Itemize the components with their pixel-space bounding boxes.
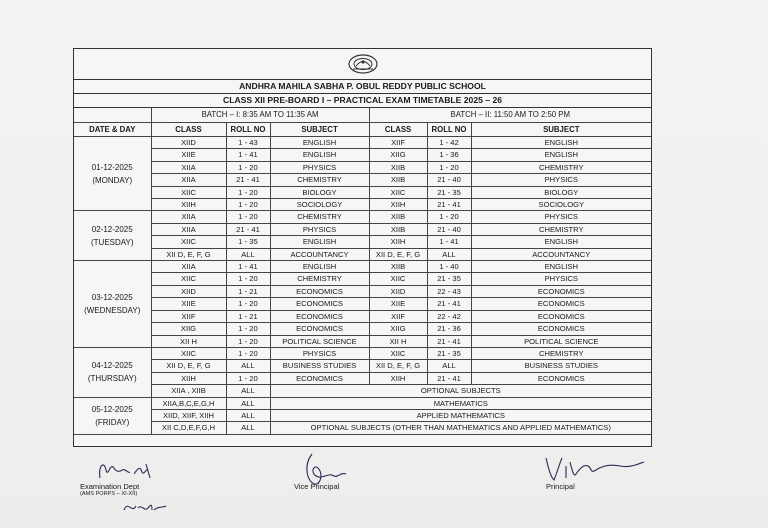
batch1-roll-cell: ALL xyxy=(226,409,270,421)
batch1-roll-cell: 21 - 41 xyxy=(226,223,270,235)
header-subject: SUBJECT xyxy=(270,123,369,137)
batch1-class-cell: XIIC xyxy=(151,236,226,248)
timetable xyxy=(74,108,651,435)
day-text: (MONDAY) xyxy=(92,175,133,185)
batch2-subject-cell: CHEMISTRY xyxy=(471,347,651,359)
batch1-class-cell: XIIA xyxy=(151,174,226,186)
batch1-subject-cell: ENGLISH xyxy=(270,149,369,161)
batch1-roll-cell: 1 - 20 xyxy=(226,372,270,384)
batch1-class-cell: XIIC xyxy=(151,347,226,359)
batch1-subject-cell: ECONOMICS xyxy=(270,298,369,310)
batch1-subject-cell: ECONOMICS xyxy=(270,323,369,335)
school-name: ANDHRA MAHILA SABHA P. OBUL REDDY PUBLIC SCHOOL xyxy=(74,80,651,94)
table-row xyxy=(74,261,651,273)
batch2-roll-cell: 22 - 43 xyxy=(427,285,471,297)
exam-dept-label: Examination Dept xyxy=(80,482,140,491)
batch1-class-cell: XIIE xyxy=(151,149,226,161)
batch1-class-cell: XIIF xyxy=(151,310,226,322)
batch2-class-cell: XIIF xyxy=(369,310,427,322)
principal-signature-block xyxy=(540,452,650,492)
batch2-roll-cell: 1 - 40 xyxy=(427,261,471,273)
date-day-cell xyxy=(74,261,151,348)
batch2-roll-cell: ALL xyxy=(427,360,471,372)
batch1-subject-cell: PHYSICS xyxy=(270,347,369,359)
batch2-subject-cell: CHEMISTRY xyxy=(471,223,651,235)
header-class: CLASS xyxy=(369,123,427,137)
batch2-roll-cell: 22 - 42 xyxy=(427,310,471,322)
batch2-roll-cell: ALL xyxy=(427,248,471,260)
exam-dept-signature-icon xyxy=(94,456,184,484)
batch1-subject-cell: CHEMISTRY xyxy=(270,174,369,186)
batch2-subject-cell: POLITICAL SCIENCE xyxy=(471,335,651,347)
batch2-class-cell: XIIB xyxy=(369,174,427,186)
batch2-roll-cell: 21 - 41 xyxy=(427,298,471,310)
table-row xyxy=(74,273,651,285)
batch2-roll-cell: 21 - 35 xyxy=(427,186,471,198)
table-row xyxy=(74,310,651,322)
batch1-class-cell: XIIA xyxy=(151,161,226,173)
batch1-class-cell: XIID, XIIF, XIIH xyxy=(151,409,226,421)
table-row xyxy=(74,372,651,384)
batch2-subject-cell: ECONOMICS xyxy=(471,285,651,297)
batch1-roll-cell: ALL xyxy=(226,360,270,372)
batch2-subject-cell: ECONOMICS xyxy=(471,372,651,384)
table-row xyxy=(74,422,651,434)
batch1-subject-cell: ENGLISH xyxy=(270,236,369,248)
table-row xyxy=(74,174,651,186)
batch2-class-cell: XII D, E, F, G xyxy=(369,360,427,372)
table-row xyxy=(74,360,651,372)
combined-subject-cell: OPTIONAL SUBJECTS (OTHER THAN MATHEMATICS AND APPLIED MATHEMATICS) xyxy=(270,422,651,434)
combined-subject-cell: MATHEMATICS xyxy=(270,397,651,409)
principal-signature-icon xyxy=(540,452,650,486)
batch1-roll-cell: 1 - 35 xyxy=(226,236,270,248)
batch1-subject-cell: ECONOMICS xyxy=(270,372,369,384)
table-row xyxy=(74,186,651,198)
batch1-class-cell: XIID xyxy=(151,285,226,297)
batch2-class-cell: XIID xyxy=(369,285,427,297)
batch2-class-cell: XII H xyxy=(369,335,427,347)
batch1-class-cell: XIIG xyxy=(151,323,226,335)
date-day-cell xyxy=(74,347,151,397)
timetable-frame xyxy=(73,48,652,447)
header-subject: SUBJECT xyxy=(471,123,651,137)
batch2-roll-cell: 21 - 35 xyxy=(427,273,471,285)
header-roll-no: ROLL NO xyxy=(427,123,471,137)
batch-2-label: BATCH – II: 11:50 AM TO 2:50 PM xyxy=(369,108,651,123)
batch2-roll-cell: 21 - 36 xyxy=(427,323,471,335)
batch1-roll-cell: 1 - 20 xyxy=(226,211,270,223)
date-day-cell xyxy=(74,397,151,434)
batch1-subject-cell: BUSINESS STUDIES xyxy=(270,360,369,372)
batch1-roll-cell: ALL xyxy=(226,422,270,434)
date-day-cell xyxy=(74,137,151,211)
batch1-roll-cell: 21 - 41 xyxy=(226,174,270,186)
batch1-roll-cell: 1 - 20 xyxy=(226,323,270,335)
batch2-class-cell: XIIG xyxy=(369,149,427,161)
exam-title: CLASS XII PRE-BOARD I – PRACTICAL EXAM TIMETABLE 2025 – 26 xyxy=(74,94,651,108)
table-row xyxy=(74,161,651,173)
day-text: (THURSDAY) xyxy=(87,374,137,384)
table-row xyxy=(74,248,651,260)
batch1-class-cell: XIIH xyxy=(151,372,226,384)
batch1-subject-cell: SOCIOLOGY xyxy=(270,199,369,211)
batch2-class-cell: XIIB xyxy=(369,211,427,223)
day-text: (FRIDAY) xyxy=(95,417,130,427)
batch2-roll-cell: 1 - 20 xyxy=(427,161,471,173)
batch2-roll-cell: 1 - 20 xyxy=(427,211,471,223)
combined-subject-cell: APPLIED MATHEMATICS xyxy=(270,409,651,421)
table-row xyxy=(74,298,651,310)
batch1-roll-cell: ALL xyxy=(226,385,270,397)
batch1-roll-cell: 1 - 20 xyxy=(226,161,270,173)
batch2-subject-cell: ENGLISH xyxy=(471,261,651,273)
table-row xyxy=(74,149,651,161)
batch1-subject-cell: PHYSICS xyxy=(270,223,369,235)
table-row xyxy=(74,385,651,397)
batch1-subject-cell: ACCOUNTANCY xyxy=(270,248,369,260)
batch2-subject-cell: CHEMISTRY xyxy=(471,161,651,173)
batch1-subject-cell: CHEMISTRY xyxy=(270,211,369,223)
batch2-roll-cell: 21 - 41 xyxy=(427,372,471,384)
table-row xyxy=(74,409,651,421)
date-text: 03-12-2025 xyxy=(91,292,133,302)
exam-dept-signature-block xyxy=(80,456,190,516)
date-day-cell xyxy=(74,211,151,261)
day-text: (WEDNESDAY) xyxy=(84,305,141,315)
batch1-class-cell: XIIA,B,C,E,G,H xyxy=(151,397,226,409)
batch2-subject-cell: ENGLISH xyxy=(471,236,651,248)
logo-row xyxy=(74,49,651,80)
batch2-class-cell: XII D, E, F, G xyxy=(369,248,427,260)
batch1-roll-cell: 1 - 21 xyxy=(226,310,270,322)
batch2-roll-cell: 21 - 40 xyxy=(427,223,471,235)
batch2-roll-cell: 1 - 42 xyxy=(427,137,471,149)
batch1-roll-cell: 1 - 20 xyxy=(226,186,270,198)
batch1-class-cell: XII H xyxy=(151,335,226,347)
batch2-roll-cell: 21 - 41 xyxy=(427,335,471,347)
batch2-class-cell: XIIB xyxy=(369,261,427,273)
batch1-subject-cell: PHYSICS xyxy=(270,161,369,173)
batch1-roll-cell: 1 - 41 xyxy=(226,261,270,273)
batch1-class-cell: XII D, E, F, G xyxy=(151,248,226,260)
batch1-subject-cell: ECONOMICS xyxy=(270,310,369,322)
batch2-subject-cell: ECONOMICS xyxy=(471,323,651,335)
batch1-subject-cell: ENGLISH xyxy=(270,137,369,149)
batch-row xyxy=(74,108,651,123)
batch1-roll-cell: ALL xyxy=(226,248,270,260)
batch2-subject-cell: SOCIOLOGY xyxy=(471,199,651,211)
date-text: 01-12-2025 xyxy=(91,162,133,172)
batch2-class-cell: XIIB xyxy=(369,161,427,173)
batch1-class-cell: XIID xyxy=(151,137,226,149)
batch2-subject-cell: ECONOMICS xyxy=(471,298,651,310)
batch2-class-cell: XIIC xyxy=(369,347,427,359)
batch2-class-cell: XIIG xyxy=(369,323,427,335)
batch1-subject-cell: ENGLISH xyxy=(270,261,369,273)
day-text: (TUESDAY) xyxy=(90,237,134,247)
batch1-roll-cell: ALL xyxy=(226,397,270,409)
batch1-subject-cell: ECONOMICS xyxy=(270,285,369,297)
header-date-day: DATE & DAY xyxy=(74,123,151,137)
batch2-subject-cell: ENGLISH xyxy=(471,149,651,161)
batch2-subject-cell: BIOLOGY xyxy=(471,186,651,198)
batch1-class-cell: XIIC xyxy=(151,186,226,198)
batch-1-label: BATCH – I: 8:35 AM TO 11:35 AM xyxy=(151,108,369,123)
batch1-subject-cell: POLITICAL SCIENCE xyxy=(270,335,369,347)
batch1-class-cell: XIIA , XIIB xyxy=(151,385,226,397)
table-row xyxy=(74,236,651,248)
blank-cell xyxy=(74,108,151,123)
batch1-roll-cell: 1 - 20 xyxy=(226,273,270,285)
header-row xyxy=(74,123,651,137)
school-logo-icon xyxy=(347,53,379,75)
batch1-class-cell: XIIE xyxy=(151,298,226,310)
table-row xyxy=(74,397,651,409)
initials-signature-icon xyxy=(120,496,170,516)
header-class: CLASS xyxy=(151,123,226,137)
batch1-class-cell: XIIC xyxy=(151,273,226,285)
batch1-class-cell: XIIA xyxy=(151,261,226,273)
batch2-roll-cell: 21 - 41 xyxy=(427,199,471,211)
batch1-subject-cell: BIOLOGY xyxy=(270,186,369,198)
table-row xyxy=(74,199,651,211)
table-row xyxy=(74,137,651,149)
batch2-subject-cell: ACCOUNTANCY xyxy=(471,248,651,260)
date-text: 02-12-2025 xyxy=(91,224,133,234)
table-row xyxy=(74,223,651,235)
batch2-class-cell: XIIF xyxy=(369,137,427,149)
batch2-roll-cell: 1 - 41 xyxy=(427,236,471,248)
header-roll-no: ROLL NO xyxy=(226,123,270,137)
batch1-class-cell: XIIA xyxy=(151,211,226,223)
exam-dept-sub-label: (AMS PORPS – XI-XII) xyxy=(80,491,138,497)
batch1-roll-cell: 1 - 20 xyxy=(226,199,270,211)
batch1-roll-cell: 1 - 20 xyxy=(226,347,270,359)
table-row xyxy=(74,211,651,223)
principal-label: Principal xyxy=(546,482,575,491)
batch2-class-cell: XIIC xyxy=(369,273,427,285)
combined-subject-cell: OPTIONAL SUBJECTS xyxy=(270,385,651,397)
batch2-roll-cell: 21 - 35 xyxy=(427,347,471,359)
batch1-class-cell: XIIH xyxy=(151,199,226,211)
batch1-class-cell: XIIA xyxy=(151,223,226,235)
batch2-class-cell: XIIH xyxy=(369,199,427,211)
vice-principal-label: Vice Principal xyxy=(294,482,340,491)
batch1-roll-cell: 1 - 21 xyxy=(226,285,270,297)
batch2-subject-cell: PHYSICS xyxy=(471,211,651,223)
batch2-subject-cell: BUSINESS STUDIES xyxy=(471,360,651,372)
table-row xyxy=(74,323,651,335)
batch2-class-cell: XIIC xyxy=(369,186,427,198)
batch2-class-cell: XIIH xyxy=(369,372,427,384)
batch2-subject-cell: PHYSICS xyxy=(471,273,651,285)
date-text: 05-12-2025 xyxy=(91,404,133,414)
batch2-subject-cell: ENGLISH xyxy=(471,137,651,149)
table-row xyxy=(74,335,651,347)
batch2-class-cell: XIIB xyxy=(369,223,427,235)
batch1-roll-cell: 1 - 20 xyxy=(226,335,270,347)
batch1-subject-cell: CHEMISTRY xyxy=(270,273,369,285)
batch2-subject-cell: PHYSICS xyxy=(471,174,651,186)
batch1-roll-cell: 1 - 43 xyxy=(226,137,270,149)
batch1-class-cell: XII D, E, F, G xyxy=(151,360,226,372)
batch1-roll-cell: 1 - 20 xyxy=(226,298,270,310)
table-row xyxy=(74,285,651,297)
table-row xyxy=(74,347,651,359)
batch2-roll-cell: 1 - 36 xyxy=(427,149,471,161)
batch2-class-cell: XIIE xyxy=(369,298,427,310)
batch2-class-cell: XIIH xyxy=(369,236,427,248)
batch2-subject-cell: ECONOMICS xyxy=(471,310,651,322)
batch1-class-cell: XII C,D,E,F,G,H xyxy=(151,422,226,434)
date-text: 04-12-2025 xyxy=(91,361,133,371)
batch1-roll-cell: 1 - 41 xyxy=(226,149,270,161)
vice-principal-signature-block xyxy=(290,450,370,500)
batch2-roll-cell: 21 - 40 xyxy=(427,174,471,186)
